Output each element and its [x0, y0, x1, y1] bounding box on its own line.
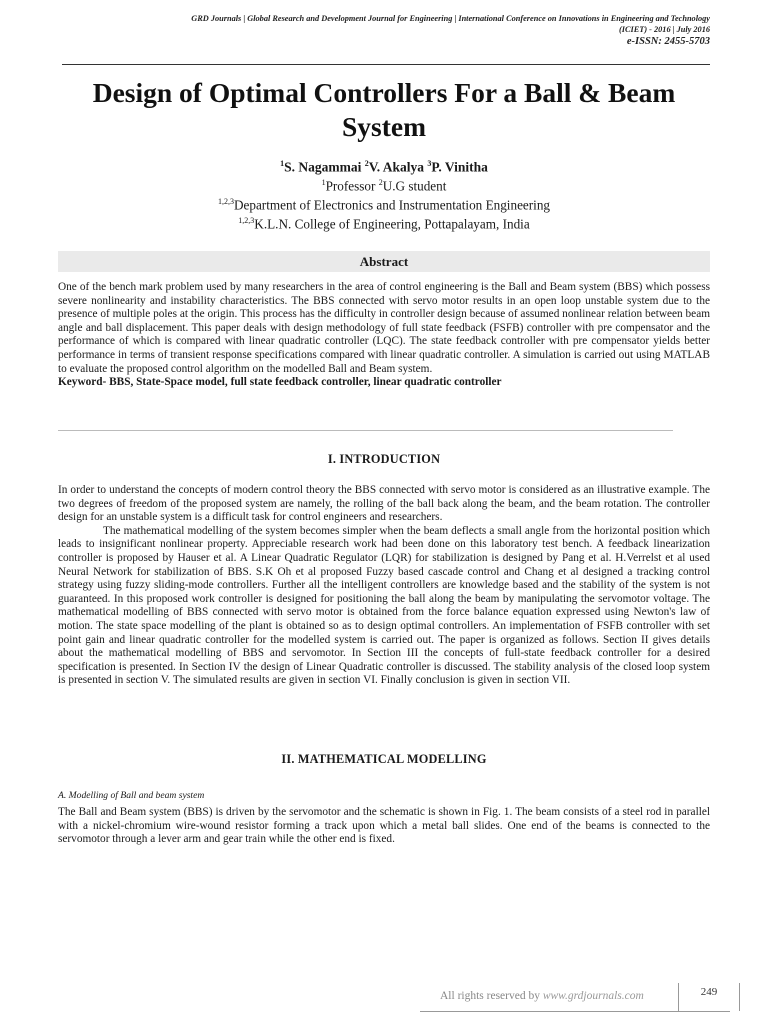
introduction-body — [58, 484, 710, 688]
role-text: U.G student — [382, 178, 447, 194]
affiliation-department — [0, 197, 768, 213]
author-name: S. Nagammai — [284, 159, 365, 175]
issn: e-ISSN: 2455-5703 — [626, 36, 710, 47]
title-line2: System — [341, 111, 427, 142]
author-list — [0, 159, 768, 176]
author-sup: 1 — [280, 159, 285, 168]
footer-divider — [420, 1011, 730, 1012]
journal-header-line2: (ICIET) - 2016 | July 2016 — [618, 25, 710, 34]
abstract-text: One of the bench mark problem used by many researchers in the area of control engineering is the Ball and Beam system (BBS) which possess severe nonlinearity and instability characteristics. The BBS connected with servo motor results in an open loop unstable system due to the presence of multiple poles at the origin. This process has the difficulty in controller design because of assumed nonlinear relation between beam angle and ball displacement. This paper deals with design methodology of full state feedback (FSFB) controller with pre compensator and the performance of which is compared with linear quadratic controller (LQC). The state feedback controller with pre compensator yields better performance in terms of transient response specifications compared with linear quadratic controller. A simulation is carried out using MATLAB to evaluate the proposed control algorithm on the modelled Ball and Beam system. — [58, 281, 710, 375]
journal-header — [70, 13, 710, 47]
role-sup: 2 — [378, 178, 383, 187]
affiliation-sup: 1,2,3 — [238, 216, 255, 225]
rights-text: All rights reserved by — [440, 990, 543, 1002]
affiliation-college — [0, 216, 768, 232]
abstract-divider — [58, 430, 673, 431]
role-sup: 1 — [321, 178, 326, 187]
modelling-paragraph: The Ball and Beam system (BBS) is driven by the servomotor and the schematic is shown in Fig. 1. The beam consists of a steel rod in parallel with a nickel-chromium wire-wound resistor forming a track upon which a metal ball slides. One end of the beams is connected to the servomotor through a lever arm and gear train while the other end is fixed. — [58, 806, 710, 846]
intro-paragraph: The mathematical modelling of the system becomes simpler when the beam deflects a small angle from the horizontal position which leads to insignificant nonlinear property. Appreciable research work had been done on this laboratory test bench. A feedback linearization controller is proposed by Hauser et al. A Linear Quadratic Regulator (LQR) for stabilization is designed by Pang et al. H.Verrelst et al used Neural Network for stabilization of BBS. S.K Oh et al proposed Fuzzy based cascade control and Chang et al designed a tracking control strategy using fuzzy sliding-mode controllers. Further all the intelligent controllers are knowledge based and the stability of the system is not guaranteed. In this proposed work controller is designed for positioning the ball along the beam by manipulating the servomotor voltage. The mathematical modelling of BBS connected with servo motor is obtained from the force balance equation expressed using Newton's law of motion. The state space modelling of the plant is obtained so as to design optimal controllers. An implementation of FSFB controller with set point gain and linear quadratic controller for the modelled system is carried out. The paper is organized as follows. Section II gives details about the mathematical modelling of BBS and servomotor. In Section III the concepts of full-state feedback controller for a desired specification is presented. In Section IV the design of Linear Quadratic controller is discussed. The stability analysis of the closed loop system is presented in section V. The simulated results are given in section VI. Finally conclusion is given in section VII. — [58, 524, 710, 687]
author-name: P. Vinitha — [431, 159, 488, 175]
role-text: Professor — [325, 178, 379, 194]
affiliation-text: K.L.N. College of Engineering, Pottapalayam, India — [254, 216, 530, 232]
subsection-heading: A. Modelling of Ball and beam system — [58, 790, 205, 801]
keywords: Keyword- BBS, State-Space model, full state feedback controller, linear quadratic controller — [58, 376, 502, 389]
author-roles — [0, 178, 768, 194]
author-sup: 3 — [427, 159, 432, 168]
site-link[interactable]: www.grdjournals.com — [542, 990, 644, 1002]
header-divider — [62, 64, 710, 65]
section-modelling-heading: II. MATHEMATICAL MODELLING — [281, 752, 487, 766]
author-name: V. Akalya — [368, 159, 428, 175]
abstract-body — [58, 281, 710, 390]
intro-paragraph: In order to understand the concepts of modern control theory the BBS connected with servo motor is considered as an illustrative example. The two degrees of freedom of the proposed system are namely, the rolling of the ball back along the beam, and the beam rotation. The controller design for an unstable system is a difficult task for control engineers and researchers. — [58, 484, 710, 524]
footer-rights — [440, 990, 644, 1002]
affiliation-text: Department of Electronics and Instrumentation Engineering — [233, 197, 551, 213]
author-sup: 2 — [364, 159, 369, 168]
modelling-body — [58, 806, 710, 847]
paper-title — [40, 76, 728, 144]
section-introduction-heading: I. INTRODUCTION — [327, 452, 441, 466]
affiliation-sup: 1,2,3 — [217, 197, 234, 206]
abstract-heading: Abstract — [58, 251, 710, 272]
journal-header-line1: GRD Journals | Global Research and Development Journal for Engineering | International Conference on Innovations in Engineering and Technology — [191, 14, 710, 23]
page-number: 249 — [678, 983, 740, 1011]
title-line1: Design of Optimal Controllers For a Ball & Beam — [92, 77, 676, 108]
